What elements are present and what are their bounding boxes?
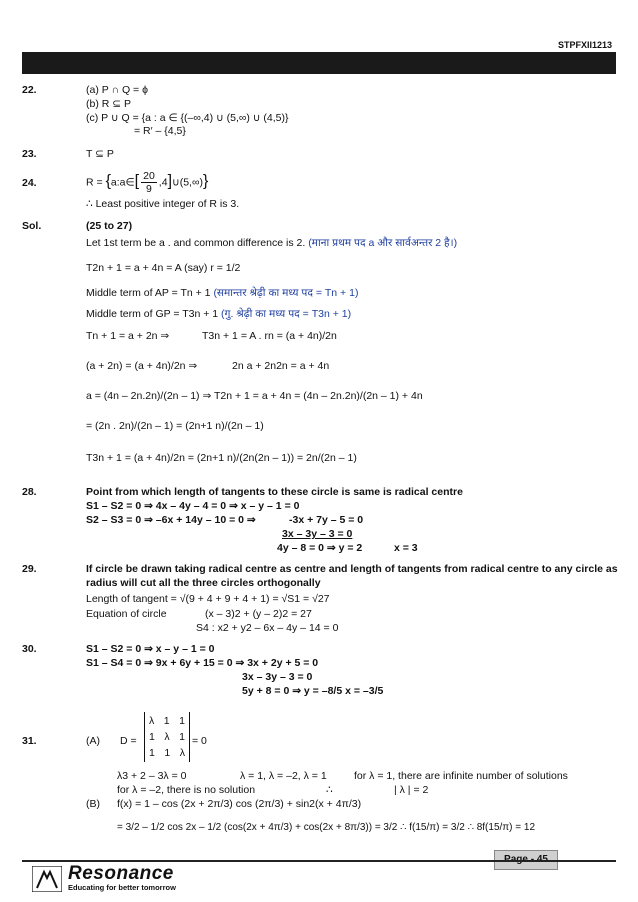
question-number: 23. <box>22 148 37 160</box>
q24-frac-den: 9 <box>146 183 152 195</box>
q31-l1b: λ = 1, λ = –2, λ = 1 <box>240 770 327 782</box>
document-code: STPFXII1213 <box>557 40 612 50</box>
q29-l4: S4 : x2 + y2 – 6x – 4y – 14 = 0 <box>196 622 339 634</box>
q30-l4: 5y + 8 = 0 ⇒ y = –8/5 x = –3/5 <box>242 685 384 697</box>
q24-conclusion: ∴ Least positive integer of R is 3. <box>86 198 240 210</box>
sol-l5b: T3n + 1 = A . rn = (a + 4n)/2n <box>202 330 337 342</box>
determinant <box>144 712 190 762</box>
q31-l3: f(x) = 1 – cos (2x + 2π/3) cos (2π/3) + sin2(x + 4π/3) <box>117 798 362 810</box>
sol-range: (25 to 27) <box>86 220 133 232</box>
logo-icon <box>32 866 62 892</box>
q31-l1a: λ3 + 2 – 3λ = 0 <box>117 770 187 782</box>
brand-name: Resonance <box>68 863 174 884</box>
q22-b: (b) R ⊆ P <box>86 98 131 110</box>
sol-l4-hindi: (गु. श्रेढ़ी का मध्य पद = T3n + 1) <box>221 308 352 320</box>
determinant-label: D = <box>120 735 137 747</box>
header-bar <box>22 52 616 74</box>
q22-c2: = R′ – {4,5} <box>134 125 186 137</box>
q28-l3: S2 – S3 = 0 ⇒ –6x + 14y – 10 = 0 ⇒ <box>86 514 256 526</box>
q28-l4: 3x – 3y – 3 = 0 <box>282 528 353 540</box>
det-row <box>149 747 185 759</box>
sol-l1: Let 1st term be a . and common difference is 2. <box>86 237 306 249</box>
sol-l7: a = (4n – 2n.2n)/(2n – 1) ⇒ T2n + 1 = a + 4n = (4n – 2n.2n)/(2n – 1) + 4n <box>86 390 423 402</box>
det-cell: 1 <box>179 731 185 743</box>
sol-l4: Middle term of GP = T3n + 1 <box>86 308 219 320</box>
q29-l3b: (x – 3)2 + (y – 2)2 = 27 <box>205 608 312 620</box>
sol-line-1 <box>86 236 457 250</box>
footer-divider <box>22 860 616 862</box>
question-number: 24. <box>22 177 37 189</box>
q22-c: (c) P ∪ Q = {a : a ∈ {(–∞,4) ∪ (5,∞) ∪ (4,5)} <box>86 112 289 124</box>
sol-l2: T2n + 1 = a + 4n = A (say) r = 1/2 <box>86 262 241 274</box>
det-cell: λ <box>164 731 170 743</box>
determinant-eq: = 0 <box>192 735 207 747</box>
q30-l1: S1 – S2 = 0 ⇒ x – y – 1 = 0 <box>86 643 215 655</box>
sol-line-4 <box>86 307 351 321</box>
sol-l3-hindi: (समान्तर श्रेढ़ी का मध्य पद = Tn + 1) <box>213 287 359 299</box>
question-number: 29. <box>22 563 37 575</box>
q31-l4: = 3/2 – 1/2 cos 2x – 1/2 (cos(2x + 4π/3) + cos(2x + 8π/3)) = 3/2 ∴ f(15/π) = 3/2 ∴ 8f(15/π) = 12 <box>117 822 536 833</box>
resonance-logo <box>32 863 232 894</box>
det-cell: 1 <box>149 747 155 759</box>
q28-l5: 4y – 8 = 0 ⇒ y = 2 <box>277 542 363 554</box>
q24-frac-num: 20 <box>143 170 155 182</box>
q29-l2: Length of tangent = √(9 + 4 + 9 + 4 + 1) = √S1 = √27 <box>86 593 330 605</box>
q31-l1c: for λ = 1, there are infinite number of solutions <box>354 770 568 782</box>
q31-l2a: for λ = –2, there is no solution <box>117 784 256 796</box>
q24-set: R = {a:a∈[ $\frac{20}{9}$ ,4]∪(5,∞)} <box>86 170 209 195</box>
det-row <box>149 731 185 743</box>
sol-l8: = (2n . 2n)/(2n – 1) = (2n+1 n)/(2n – 1) <box>86 420 264 432</box>
sol-l1-hindi: (माना प्रथम पद a और सार्वअन्तर 2 है।) <box>308 237 458 249</box>
sol-line-3 <box>86 286 358 300</box>
question-number: 30. <box>22 643 37 655</box>
question-number: 28. <box>22 486 37 498</box>
det-row <box>149 715 185 727</box>
question-number: 22. <box>22 84 37 96</box>
det-cell: 1 <box>164 747 171 759</box>
q28-l2: S1 – S2 = 0 ⇒ 4x – 4y – 4 = 0 ⇒ x – y – 1 = 0 <box>86 500 300 512</box>
det-cell: 1 <box>149 731 155 743</box>
sol-label: Sol. <box>22 220 42 232</box>
q28-l1: Point from which length of tangents to these circle is same is radical centre <box>86 486 463 498</box>
q22-a: (a) P ∩ Q = ϕ <box>86 84 148 96</box>
q28-l3b: -3x + 7y – 5 = 0 <box>289 514 364 526</box>
q29-l1: If circle be drawn taking radical centre as centre and length of tangents from radical centre to any circle as <box>86 563 618 575</box>
brand-tagline: Educating for better tomorrow <box>68 883 176 892</box>
det-cell: 1 <box>179 715 185 727</box>
q30-l2: S1 – S4 = 0 ⇒ 9x + 6y + 15 = 0 ⇒ 3x + 2y + 5 = 0 <box>86 657 319 669</box>
sol-l9: T3n + 1 = (a + 4n)/2n = (2n+1 n)/(2n(2n – 1)) = 2n/(2n – 1) <box>86 452 357 464</box>
q23-text: T ⊆ P <box>86 148 114 160</box>
sol-l5a: Tn + 1 = a + 2n ⇒ <box>86 330 170 342</box>
det-cell: λ <box>149 715 155 727</box>
sol-l3: Middle term of AP = Tn + 1 <box>86 287 211 299</box>
q29-l3: Equation of circle <box>86 608 167 620</box>
question-number: 31. <box>22 735 37 747</box>
q29-l1b: radius will cut all the three circles orthogonally <box>86 577 321 589</box>
det-cell: 1 <box>163 715 170 727</box>
q31-l2c: | λ | = 2 <box>394 784 429 796</box>
q30-l3: 3x – 3y – 3 = 0 <box>242 671 313 683</box>
sol-l6b: 2n a + 2n2n = a + 4n <box>232 360 330 372</box>
det-cell: λ <box>179 747 185 759</box>
q28-l5b: x = 3 <box>394 542 418 554</box>
sol-l6a: (a + 2n) = (a + 4n)/2n ⇒ <box>86 360 198 372</box>
q31-part-b: (B) <box>86 798 100 810</box>
q31-part-a: (A) <box>86 735 100 747</box>
q31-l2b: ∴ <box>326 784 333 796</box>
